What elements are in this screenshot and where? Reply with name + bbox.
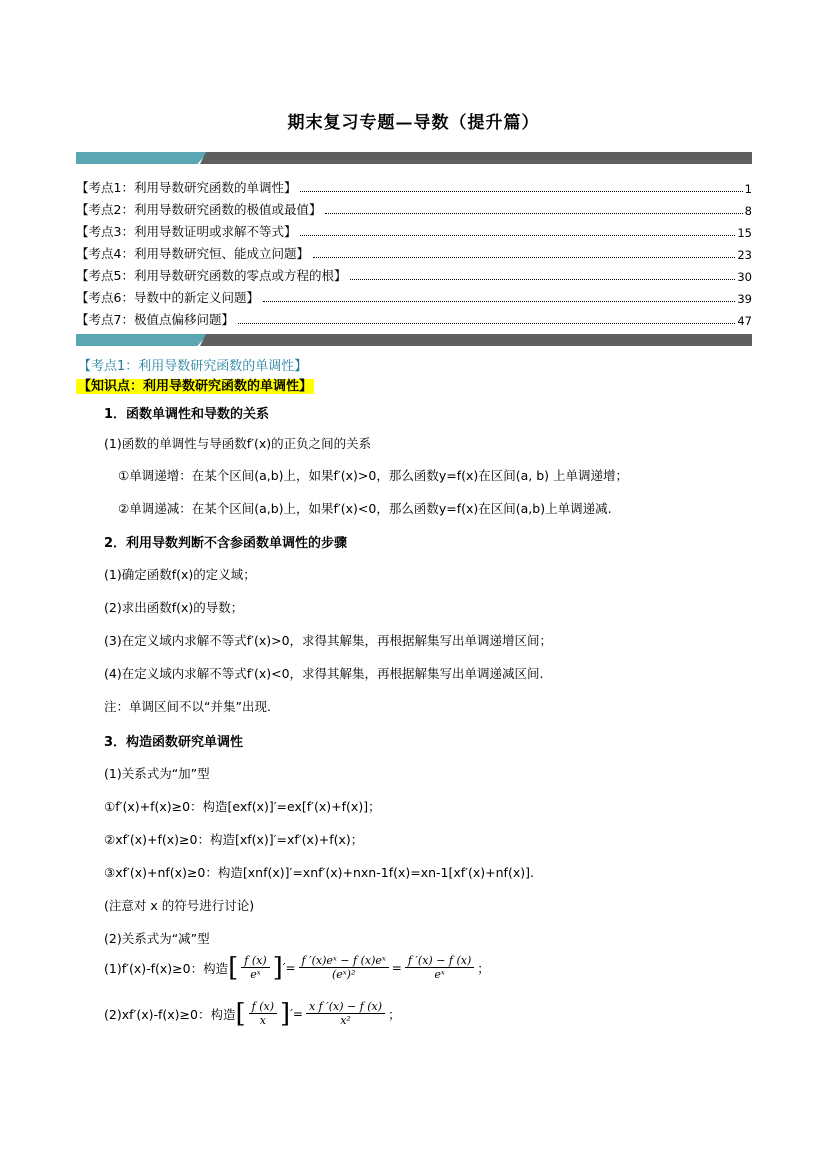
toc-item-page: 30 [737, 270, 752, 284]
toc-leader-dots [313, 257, 735, 258]
fraction-denominator: eˣ [434, 968, 445, 981]
formula-line: ①f′(x)+f(x)≥0：构造[exf(x)]′=ex[f′(x)+f(x)]； [104, 799, 381, 814]
fraction-denominator: (eˣ)² [331, 968, 356, 981]
paragraph: (3)在定义域内求解不等式f′(x)>0，求得其解集，再根据解集写出单调递增区间； [104, 633, 553, 648]
fraction-denominator: x² [340, 1014, 351, 1027]
formula-quotient-1 [104, 954, 490, 981]
formula-quotient-2 [104, 1000, 401, 1027]
toc-item[interactable] [76, 264, 752, 284]
page-title: 期末复习专题—导数（提升篇） [287, 113, 540, 133]
section-heading: 【考点1：利用导数研究函数的单调性】 [78, 359, 308, 374]
toc-item[interactable] [76, 198, 752, 218]
operator: ′= [282, 960, 296, 975]
toc-item-label: 【考点5：利用导数研究函数的零点或方程的根】 [76, 268, 347, 283]
subsection-heading-3: 3．构造函数研究单调性 [104, 735, 244, 750]
punctuation: ； [477, 960, 490, 976]
toc-item-label: 【考点2：利用导数研究函数的极值或最值】 [76, 202, 322, 217]
paragraph: ①单调递增：在某个区间(a,b)上，如果f′(x)>0，那么函数y=f(x)在区间(a, b) 上单调递增； [118, 468, 629, 483]
paragraph: ②单调递减：在某个区间(a,b)上，如果f′(x)<0，那么函数y=f(x)在区间(a,b)上单调递减. [118, 501, 612, 516]
subsection-heading-1: 1．函数单调性和导数的关系 [104, 407, 270, 422]
paragraph: (2)关系式为“减”型 [104, 931, 210, 946]
knowledge-point-banner [76, 375, 314, 394]
formula-prefix: (1)f′(x)-f(x)≥0：构造 [104, 960, 229, 976]
header-band-bottom [76, 334, 752, 346]
toc-item-label: 【考点3：利用导数证明或求解不等式】 [76, 224, 297, 239]
toc-item[interactable] [76, 242, 752, 262]
operator: ′= [290, 1006, 303, 1021]
toc-item-label: 【考点4：利用导数研究恒、能成立问题】 [76, 246, 309, 261]
subsection-heading-2: 2．利用导数判断不含参函数单调性的步骤 [104, 536, 348, 551]
fraction-numerator: f ′(x) − f (x) [405, 954, 474, 968]
formula-line: ②xf′(x)+f(x)≥0：构造[xf(x)]′=xf′(x)+f(x)； [104, 832, 364, 847]
toc-item-label: 【考点6：导数中的新定义问题】 [76, 290, 259, 305]
toc-item[interactable] [76, 176, 752, 196]
formula-prefix: (2)xf′(x)-f(x)≥0：构造 [104, 1006, 236, 1022]
toc-item-page: 8 [744, 204, 752, 218]
fraction-numerator: f ′(x)eˣ − f (x)eˣ [299, 954, 389, 968]
paragraph: (1)确定函数f(x)的定义域； [104, 567, 256, 582]
fraction [405, 954, 474, 981]
bracket-right: ] [280, 998, 291, 1029]
toc-item[interactable] [76, 220, 752, 240]
toc-item-label: 【考点7：极值点偏移问题】 [76, 312, 234, 327]
band-grey-segment [200, 334, 752, 346]
band-teal-segment [76, 334, 208, 346]
operator: = [391, 960, 402, 975]
formula-line: ③xf′(x)+nf(x)≥0：构造[xnf(x)]′=xnf′(x)+nxn-1f(x)=xn-1[xf′(x)+nf(x)]. [104, 865, 534, 880]
toc-item-page: 1 [744, 182, 752, 196]
paragraph: (2)求出函数f(x)的导数； [104, 600, 244, 615]
toc-item-label: 【考点1：利用导数研究函数的单调性】 [76, 180, 297, 195]
bracket-left: [ [228, 952, 239, 983]
knowledge-point-label: 【知识点：利用导数研究函数的单调性】 [78, 379, 313, 394]
fraction [249, 1000, 277, 1027]
fraction [241, 954, 269, 981]
toc-item-page: 23 [737, 248, 752, 262]
toc-leader-dots [238, 323, 735, 324]
bracket-right: ] [272, 952, 283, 983]
toc-leader-dots [263, 301, 735, 302]
note: (注意对 x 的符号进行讨论) [104, 898, 255, 913]
band-grey-segment [200, 152, 752, 164]
toc-item-page: 47 [737, 314, 752, 328]
toc-leader-dots [300, 191, 742, 192]
fraction-numerator: f (x) [249, 1000, 277, 1014]
fraction-denominator: eˣ [250, 968, 261, 981]
fraction [306, 1000, 385, 1027]
fraction-numerator: f (x) [241, 954, 269, 968]
header-band-top [76, 152, 752, 164]
toc-leader-dots [325, 213, 742, 214]
note: 注：单调区间不以“并集”出现. [104, 699, 271, 714]
fraction [299, 954, 389, 981]
paragraph: (4)在定义域内求解不等式f′(x)<0，求得其解集，再根据解集写出单调递减区间. [104, 666, 544, 681]
fraction-denominator: x [259, 1014, 266, 1027]
toc-item-page: 15 [737, 226, 752, 240]
toc-leader-dots [300, 235, 735, 236]
punctuation: ； [388, 1006, 401, 1022]
toc-item-page: 39 [737, 292, 752, 306]
band-teal-segment [76, 152, 208, 164]
toc-leader-dots [350, 279, 735, 280]
fraction-numerator: x f ′(x) − f (x) [306, 1000, 385, 1014]
paragraph: (1)关系式为“加”型 [104, 766, 210, 781]
toc-item[interactable] [76, 308, 752, 328]
bracket-left: [ [235, 998, 246, 1029]
toc-item[interactable] [76, 286, 752, 306]
paragraph: (1)函数的单调性与导函数f′(x)的正负之间的关系 [104, 436, 372, 451]
